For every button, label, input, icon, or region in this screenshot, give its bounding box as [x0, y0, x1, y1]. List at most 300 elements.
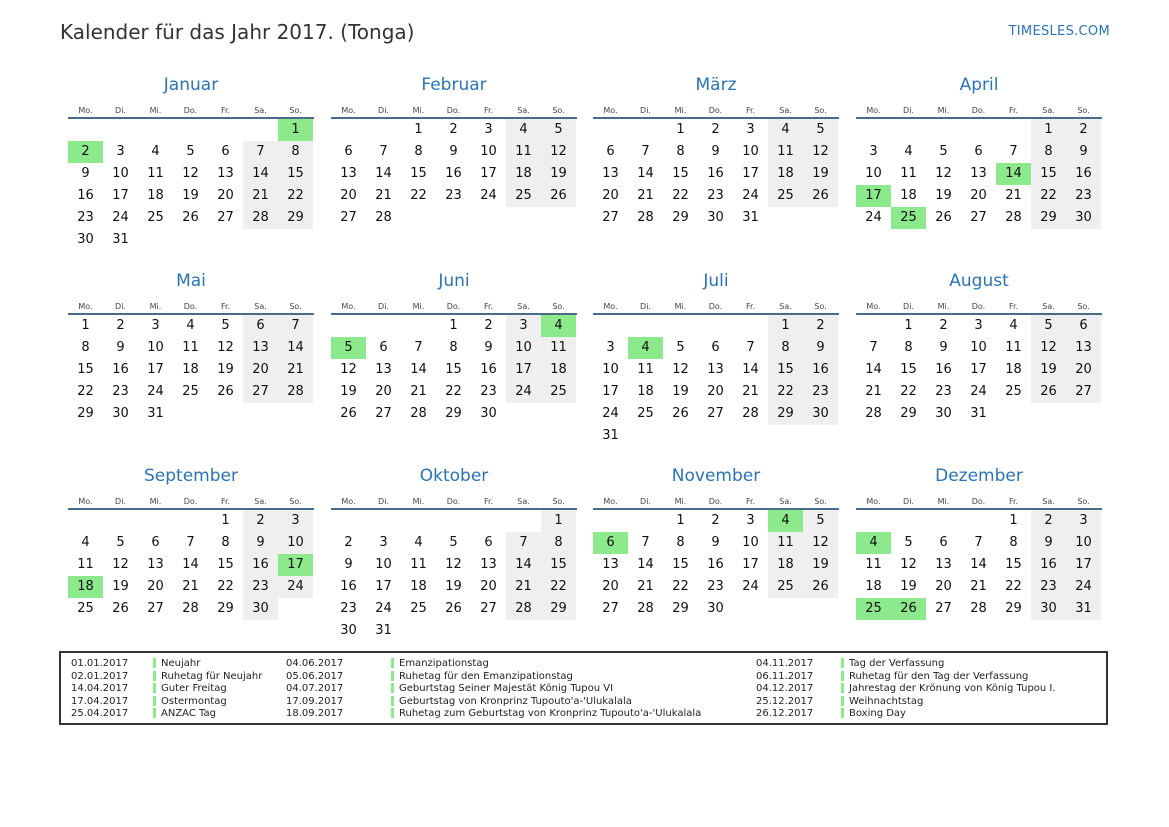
day-cell: 24: [112, 210, 129, 225]
holiday-name: Emanzipationstag: [399, 658, 489, 669]
day-cell: 6: [221, 144, 230, 159]
holiday-color-marker: [841, 708, 844, 718]
holiday-name: Ostermontag: [161, 695, 227, 707]
empty-day: [173, 403, 208, 425]
legend-entry: [71, 683, 262, 696]
day-cell: 10: [112, 166, 129, 181]
week-row: [68, 359, 314, 381]
day-cell: 31: [375, 623, 392, 638]
day-cell: 5: [449, 535, 458, 550]
day-cell: 17: [1066, 554, 1101, 576]
day-cell: 16: [112, 362, 129, 377]
week-row: [331, 337, 577, 359]
holiday-date: 18.09.2017: [286, 708, 344, 720]
day-cell: 28: [278, 381, 313, 403]
day-cell: 24: [865, 210, 882, 225]
day-cell: 6: [974, 144, 983, 159]
weekday-label: Mo.: [341, 106, 356, 115]
day-cell: 3: [1066, 510, 1101, 532]
empty-day: [138, 119, 173, 141]
day-cell: 5: [803, 510, 838, 532]
holiday-name: Weihnachtstag: [849, 695, 924, 707]
day-cell: 29: [77, 406, 94, 421]
month-12: [856, 465, 1102, 620]
day-cell: 28: [865, 406, 882, 421]
day-cell: 2: [1031, 510, 1066, 532]
empty-day: [961, 119, 996, 141]
weekday-label: Mi.: [937, 106, 950, 115]
day-cell: 5: [1031, 315, 1066, 337]
weekday-label: Do.: [183, 106, 198, 115]
week-row: [856, 403, 1102, 425]
week-row: [68, 532, 314, 554]
weekday-label: Fr.: [745, 302, 756, 311]
empty-day: [471, 207, 506, 229]
empty-day: [506, 620, 541, 642]
month-7: [593, 270, 839, 447]
weekday-label: Mi.: [149, 497, 162, 506]
month-name: August: [949, 271, 1009, 291]
legend-entry: [286, 683, 701, 696]
holiday-date: 17.09.2017: [286, 695, 344, 707]
empty-day: [208, 119, 243, 141]
day-cell: 19: [672, 384, 689, 399]
day-cell: 10: [1066, 532, 1101, 554]
day-cell: 3: [606, 340, 615, 355]
day-cell: 25: [1005, 384, 1022, 399]
day-cell: 28: [742, 406, 759, 421]
weekday-label: Mo.: [866, 106, 881, 115]
site-link[interactable]: TIMESLES.COM: [1008, 24, 1110, 39]
day-cell: 28: [182, 601, 199, 616]
holiday-name: Ruhetag für den Tag der Verfassung: [849, 670, 1029, 682]
day-cell: 18: [147, 188, 164, 203]
month-8: [856, 270, 1102, 425]
day-cell: 3: [869, 144, 878, 159]
day-cell: 7: [641, 535, 650, 550]
week-row: [856, 141, 1102, 163]
empty-day: [768, 425, 803, 447]
day-cell: 18: [541, 359, 576, 381]
weekday-label: Fr.: [483, 302, 494, 311]
empty-day: [173, 119, 208, 141]
day-cell: 17: [602, 384, 619, 399]
day-cell: 28: [1005, 210, 1022, 225]
day-cell: 16: [935, 362, 952, 377]
weekday-label: Mo.: [341, 302, 356, 311]
day-cell: 2: [939, 318, 948, 333]
day-cell: 20: [602, 188, 619, 203]
day-cell: 8: [221, 535, 230, 550]
week-row: [331, 576, 577, 598]
day-cell: 25: [182, 384, 199, 399]
day-cell: 19: [541, 163, 576, 185]
day-cell: 23: [112, 384, 129, 399]
weekday-label: So.: [289, 106, 302, 115]
week-row: [593, 359, 839, 381]
day-cell: 21: [1005, 188, 1022, 203]
weekday-label: Fr.: [745, 497, 756, 506]
day-cell: 2: [68, 141, 103, 163]
day-cell: 24: [1066, 576, 1101, 598]
weekday-label: Di.: [378, 497, 389, 506]
weekday-label: Do.: [446, 106, 461, 115]
week-row: [331, 510, 577, 532]
day-cell: 4: [904, 144, 913, 159]
day-cell: 27: [707, 406, 724, 421]
weekday-header: [856, 488, 1102, 510]
day-cell: 27: [602, 210, 619, 225]
weekday-header: [593, 488, 839, 510]
day-cell: 29: [1005, 601, 1022, 616]
day-cell: 30: [77, 232, 94, 247]
day-cell: 25: [410, 601, 427, 616]
day-cell: 18: [68, 576, 103, 598]
week-row: [856, 598, 1102, 620]
day-cell: 5: [803, 119, 838, 141]
weekday-label: Mi.: [149, 302, 162, 311]
day-cell: 12: [803, 532, 838, 554]
day-cell: 15: [768, 359, 803, 381]
empty-day: [856, 315, 891, 337]
weekday-label: Fr.: [220, 106, 231, 115]
holiday-color-marker: [391, 683, 394, 693]
day-cell: 14: [243, 163, 278, 185]
week-row: [593, 554, 839, 576]
day-cell: 6: [243, 315, 278, 337]
empty-day: [733, 598, 768, 620]
day-cell: 18: [768, 163, 803, 185]
weekday-label: Mo.: [603, 106, 618, 115]
empty-day: [628, 315, 663, 337]
empty-day: [733, 425, 768, 447]
holiday-date: 14.04.2017: [71, 683, 129, 695]
weekday-label: Mo.: [866, 497, 881, 506]
empty-day: [768, 207, 803, 229]
day-cell: 27: [602, 601, 619, 616]
day-cell: 9: [81, 166, 90, 181]
day-cell: 31: [742, 210, 759, 225]
day-cell: 24: [147, 384, 164, 399]
empty-day: [331, 510, 366, 532]
day-cell: 15: [1005, 557, 1022, 572]
empty-day: [138, 229, 173, 251]
day-cell: 14: [742, 362, 759, 377]
day-cell: 23: [480, 384, 497, 399]
day-cell: 29: [768, 403, 803, 425]
day-cell: 12: [935, 166, 952, 181]
weekday-label: Di.: [115, 106, 126, 115]
holiday-color-marker: [153, 708, 156, 718]
week-row: [856, 576, 1102, 598]
weekday-label: Di.: [378, 106, 389, 115]
day-cell: 4: [186, 318, 195, 333]
week-row: [593, 163, 839, 185]
week-row: [593, 532, 839, 554]
day-cell: 11: [637, 362, 654, 377]
day-cell: 22: [672, 579, 689, 594]
weekday-label: Mi.: [674, 497, 687, 506]
day-cell: 22: [768, 381, 803, 403]
empty-day: [401, 620, 436, 642]
month-1: [68, 74, 314, 251]
day-cell: 22: [1031, 185, 1066, 207]
week-row: [593, 185, 839, 207]
empty-day: [803, 207, 838, 229]
week-row: [68, 315, 314, 337]
weekday-label: Fr.: [1008, 106, 1019, 115]
day-cell: 28: [243, 207, 278, 229]
week-row: [856, 337, 1102, 359]
day-cell: 13: [147, 557, 164, 572]
day-cell: 17: [480, 166, 497, 181]
week-row: [593, 425, 839, 447]
weekday-header: [331, 293, 577, 315]
weekday-header: [68, 488, 314, 510]
day-cell: 8: [541, 532, 576, 554]
day-cell: 30: [1031, 598, 1066, 620]
day-cell: 11: [410, 557, 427, 572]
weekday-label: So.: [552, 106, 565, 115]
day-cell: 28: [970, 601, 987, 616]
day-cell: 20: [602, 579, 619, 594]
day-cell: 10: [602, 362, 619, 377]
weekday-label: So.: [552, 302, 565, 311]
weekday-label: Do.: [971, 497, 986, 506]
empty-day: [541, 620, 576, 642]
day-cell: 1: [1031, 119, 1066, 141]
weekday-label: Do.: [183, 302, 198, 311]
day-cell: 19: [803, 163, 838, 185]
day-cell: 6: [711, 340, 720, 355]
weekday-label: Di.: [903, 302, 914, 311]
day-cell: 29: [445, 406, 462, 421]
day-cell: 3: [151, 318, 160, 333]
day-cell: 2: [243, 510, 278, 532]
day-cell: 1: [768, 315, 803, 337]
weekday-label: Fr.: [745, 106, 756, 115]
day-cell: 23: [445, 188, 462, 203]
week-row: [331, 554, 577, 576]
weekday-label: Do.: [446, 302, 461, 311]
day-cell: 24: [602, 406, 619, 421]
day-cell: 3: [506, 315, 541, 337]
day-cell: 8: [904, 340, 913, 355]
day-cell: 23: [1066, 185, 1101, 207]
day-cell: 26: [1031, 381, 1066, 403]
week-row: [68, 207, 314, 229]
day-cell: 10: [742, 144, 759, 159]
day-cell: 7: [1009, 144, 1018, 159]
week-row: [331, 598, 577, 620]
holiday-date: 25.12.2017: [756, 695, 814, 707]
day-cell: 17: [742, 557, 759, 572]
week-row: [68, 554, 314, 576]
day-cell: 21: [278, 359, 313, 381]
week-row: [856, 381, 1102, 403]
empty-day: [436, 620, 471, 642]
weekday-label: So.: [1077, 302, 1090, 311]
month-2: [331, 74, 577, 229]
day-cell: 12: [217, 340, 234, 355]
day-cell: 6: [379, 340, 388, 355]
day-cell: 8: [414, 144, 423, 159]
weekday-header: [68, 97, 314, 119]
holiday-name: Boxing Day: [849, 708, 906, 720]
month-name: Dezember: [935, 466, 1023, 486]
day-cell: 22: [541, 576, 576, 598]
day-cell: 17: [112, 188, 129, 203]
day-cell: 19: [935, 188, 952, 203]
month-5: [68, 270, 314, 425]
day-cell: 19: [803, 554, 838, 576]
day-cell: 27: [935, 601, 952, 616]
day-cell: 28: [410, 406, 427, 421]
day-cell: 23: [340, 601, 357, 616]
weekday-label: Sa.: [1042, 497, 1055, 506]
day-cell: 14: [410, 362, 427, 377]
day-cell: 13: [1066, 337, 1101, 359]
weekday-label: Di.: [640, 106, 651, 115]
day-cell: 22: [672, 188, 689, 203]
weekday-label: Sa.: [254, 302, 267, 311]
day-cell: 2: [116, 318, 125, 333]
weekday-label: Di.: [903, 106, 914, 115]
day-cell: 6: [344, 144, 353, 159]
day-cell: 31: [970, 406, 987, 421]
week-row: [593, 315, 839, 337]
empty-day: [856, 119, 891, 141]
weekday-label: So.: [552, 497, 565, 506]
holiday-name: Jahrestag der Krönung von König Tupou I.: [849, 683, 1056, 695]
day-cell: 23: [77, 210, 94, 225]
week-row: [68, 598, 314, 620]
day-cell: 21: [243, 185, 278, 207]
day-cell: 18: [182, 362, 199, 377]
day-cell: 7: [974, 535, 983, 550]
empty-day: [208, 403, 243, 425]
weekday-header: [68, 293, 314, 315]
month-name: Juni: [438, 271, 470, 291]
weekday-label: Sa.: [779, 302, 792, 311]
day-cell: 13: [340, 166, 357, 181]
empty-day: [506, 403, 541, 425]
day-cell: 12: [1031, 337, 1066, 359]
day-cell: 31: [112, 232, 129, 247]
day-cell: 31: [147, 406, 164, 421]
legend-entry: [756, 696, 1056, 709]
month-name: Juli: [703, 271, 729, 291]
day-cell: 24: [278, 576, 313, 598]
weekday-header: [593, 293, 839, 315]
holiday-legend: [59, 651, 1108, 725]
day-cell: 21: [637, 579, 654, 594]
empty-day: [768, 598, 803, 620]
day-cell: 31: [1066, 598, 1101, 620]
day-cell: 26: [182, 210, 199, 225]
week-row: [331, 119, 577, 141]
weekday-label: Sa.: [517, 302, 530, 311]
day-cell: 4: [768, 119, 803, 141]
day-cell: 22: [410, 188, 427, 203]
day-cell: 17: [856, 185, 891, 207]
legend-entry: [756, 658, 1056, 671]
empty-day: [961, 510, 996, 532]
day-cell: 13: [935, 557, 952, 572]
day-cell: 3: [116, 144, 125, 159]
holiday-date: 05.06.2017: [286, 670, 344, 682]
day-cell: 9: [116, 340, 125, 355]
day-cell: 14: [375, 166, 392, 181]
day-cell: 29: [217, 601, 234, 616]
month-name: Mai: [176, 271, 206, 291]
day-cell: 27: [970, 210, 987, 225]
legend-entry: [286, 671, 701, 684]
day-cell: 26: [891, 598, 926, 620]
day-cell: 30: [340, 623, 357, 638]
day-cell: 26: [541, 185, 576, 207]
day-cell: 12: [900, 557, 917, 572]
day-cell: 9: [243, 532, 278, 554]
weekday-label: Di.: [115, 302, 126, 311]
day-cell: 16: [707, 557, 724, 572]
day-cell: 9: [1031, 532, 1066, 554]
day-cell: 11: [865, 557, 882, 572]
day-cell: 8: [1009, 535, 1018, 550]
weekday-label: Mo.: [78, 497, 93, 506]
day-cell: 2: [344, 535, 353, 550]
weekday-label: Sa.: [517, 106, 530, 115]
day-cell: 27: [375, 406, 392, 421]
empty-day: [628, 119, 663, 141]
day-cell: 16: [480, 362, 497, 377]
weekday-label: Fr.: [483, 106, 494, 115]
day-cell: 14: [996, 163, 1031, 185]
empty-day: [628, 425, 663, 447]
day-cell: 25: [77, 601, 94, 616]
day-cell: 9: [449, 144, 458, 159]
day-cell: 23: [935, 384, 952, 399]
day-cell: 5: [676, 340, 685, 355]
day-cell: 30: [480, 406, 497, 421]
weekday-label: Fr.: [220, 302, 231, 311]
day-cell: 26: [445, 601, 462, 616]
weekday-label: Fr.: [1008, 302, 1019, 311]
day-cell: 6: [1066, 315, 1101, 337]
day-cell: 11: [77, 557, 94, 572]
day-cell: 10: [375, 557, 392, 572]
day-cell: 10: [506, 337, 541, 359]
day-cell: 16: [445, 166, 462, 181]
day-cell: 12: [803, 141, 838, 163]
weekday-label: Mo.: [78, 302, 93, 311]
day-cell: 30: [112, 406, 129, 421]
day-cell: 5: [904, 535, 913, 550]
empty-day: [208, 229, 243, 251]
holiday-name: Tag der Verfassung: [849, 658, 945, 669]
day-cell: 18: [637, 384, 654, 399]
day-cell: 5: [541, 119, 576, 141]
week-row: [856, 163, 1102, 185]
week-row: [68, 185, 314, 207]
day-cell: 28: [375, 210, 392, 225]
day-cell: 19: [1031, 359, 1066, 381]
day-cell: 17: [970, 362, 987, 377]
day-cell: 13: [970, 166, 987, 181]
day-cell: 2: [449, 122, 458, 137]
empty-day: [856, 510, 891, 532]
day-cell: 24: [742, 579, 759, 594]
